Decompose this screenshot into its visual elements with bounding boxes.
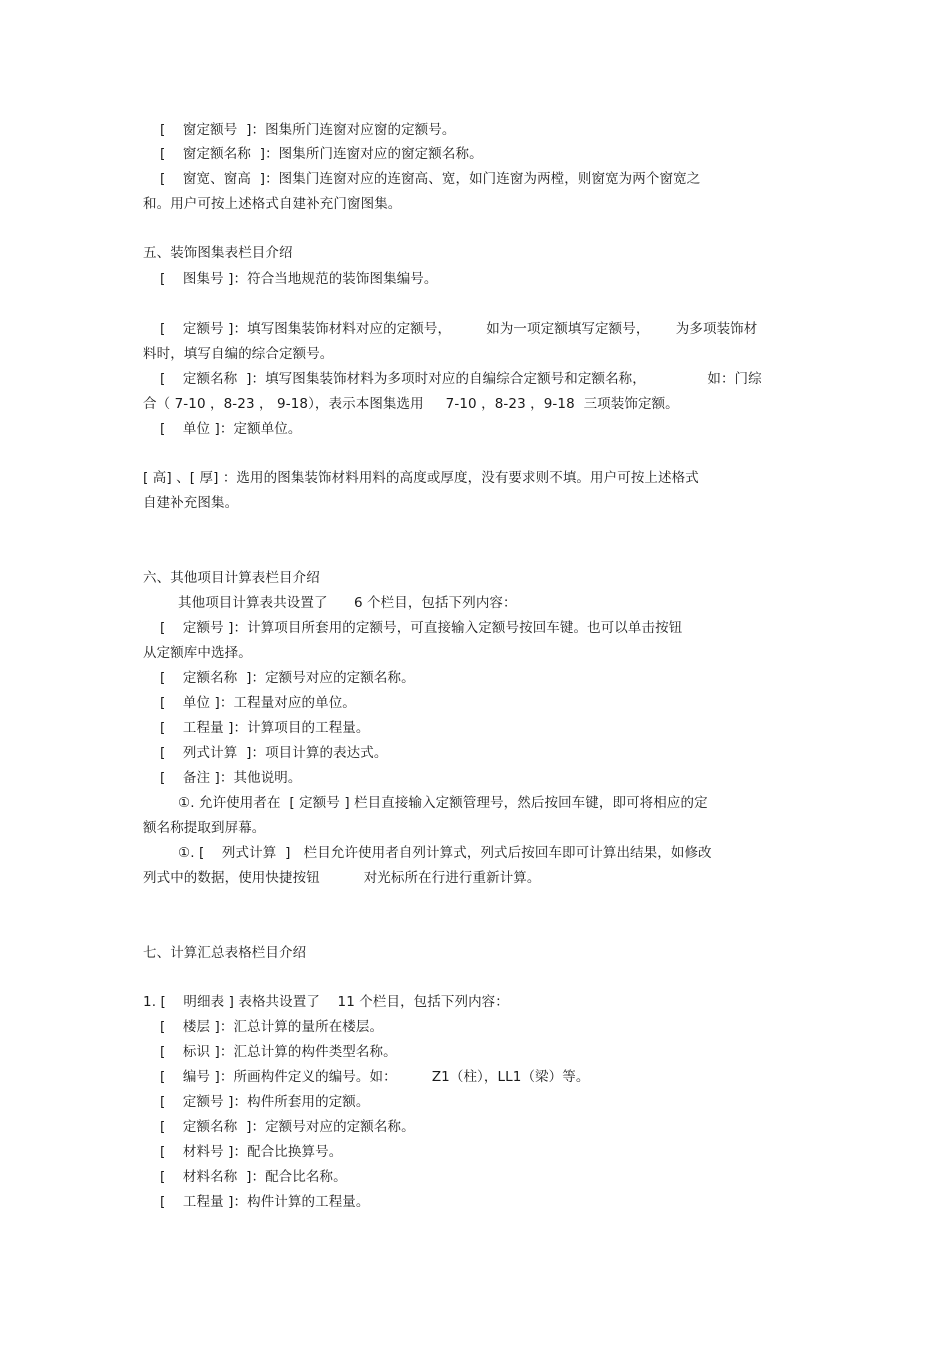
text-line: [ 高] 、[ 厚] ：选用的图集装饰材料用料的高度或厚度，没有要求则不填。用户可按上述格式 [143, 470, 699, 486]
text-line: [ 编号 ]：所画构件定义的编号。如： Z1（柱），LL1（梁）等。 [160, 1069, 590, 1085]
section-heading: 七、计算汇总表格栏目介绍 [143, 945, 307, 961]
text-line: [ 窗定额名称 ]：图集所门连窗对应的窗定额名称。 [160, 146, 483, 162]
text-line: 合（ 7-10 ，8-23 ， 9-18），表示本图集选用 7-10 ，8-23 ，9-18 三项装饰定额。 [143, 396, 679, 412]
text-line: [ 定额名称 ]：定额号对应的定额名称。 [160, 670, 415, 686]
text-line: 从定额库中选择。 [143, 645, 252, 661]
text-line: ①. 允许使用者在 [ 定额号 ] 栏目直接输入定额管理号，然后按回车键，即可将相应的定 [178, 795, 708, 811]
text-line: [ 窗宽、窗高 ]：图集门连窗对应的连窗高、宽，如门连窗为两樘，则窗宽为两个窗宽之 [160, 171, 701, 187]
section-heading: 六、其他项目计算表栏目介绍 [143, 570, 320, 586]
text-line: [ 窗定额号 ]：图集所门连窗对应窗的定额号。 [160, 122, 456, 138]
text-line: [ 定额号 ]：填写图集装饰材料对应的定额号， 如为一项定额填写定额号， 为多项装饰材 [160, 321, 758, 337]
text-line: 自建补充图集。 [143, 495, 239, 511]
text-line: 额名称提取到屏幕。 [143, 820, 266, 836]
text-line: [ 备注 ]：其他说明。 [160, 770, 302, 786]
text-line: 和。用户可按上述格式自建补充门窗图集。 [143, 196, 402, 212]
text-line: [ 标识 ]：汇总计算的构件类型名称。 [160, 1044, 397, 1060]
text-line: [ 定额名称 ]：定额号对应的定额名称。 [160, 1119, 415, 1135]
text-line: [ 列式计算 ]：项目计算的表达式。 [160, 745, 388, 761]
text-line: [ 图集号 ]：符合当地规范的装饰图集编号。 [160, 271, 438, 287]
text-line: [ 材料号 ]：配合比换算号。 [160, 1144, 343, 1160]
text-line: 料时，填写自编的综合定额号。 [143, 346, 334, 362]
text-line: [ 工程量 ]：构件计算的工程量。 [160, 1194, 370, 1210]
text-line: 1. [ 明细表 ] 表格共设置了 11 个栏目，包括下列内容： [143, 994, 509, 1010]
text-line: [ 材料名称 ]：配合比名称。 [160, 1169, 347, 1185]
text-line: [ 定额名称 ]：填写图集装饰材料为多项时对应的自编综合定额号和定额名称， 如：门综 [160, 371, 762, 387]
text-line: 列式中的数据，使用快捷按钮 对光标所在行进行重新计算。 [143, 870, 541, 886]
text-line: 其他项目计算表共设置了 6 个栏目，包括下列内容： [178, 595, 517, 611]
text-line: [ 单位 ]：定额单位。 [160, 421, 302, 437]
text-line: [ 楼层 ]：汇总计算的量所在楼层。 [160, 1019, 384, 1035]
text-line: [ 定额号 ]：构件所套用的定额。 [160, 1094, 370, 1110]
section-heading: 五、装饰图集表栏目介绍 [143, 245, 293, 261]
text-line: [ 单位 ]：工程量对应的单位。 [160, 695, 356, 711]
text-line: [ 定额号 ]：计算项目所套用的定额号，可直接输入定额号按回车键。也可以单击按钮 [160, 620, 683, 636]
text-line: [ 工程量 ]：计算项目的工程量。 [160, 720, 370, 736]
text-line: ①. [ 列式计算 ] 栏目允许使用者自列计算式，列式后按回车即可计算出结果，如修改 [178, 845, 712, 861]
